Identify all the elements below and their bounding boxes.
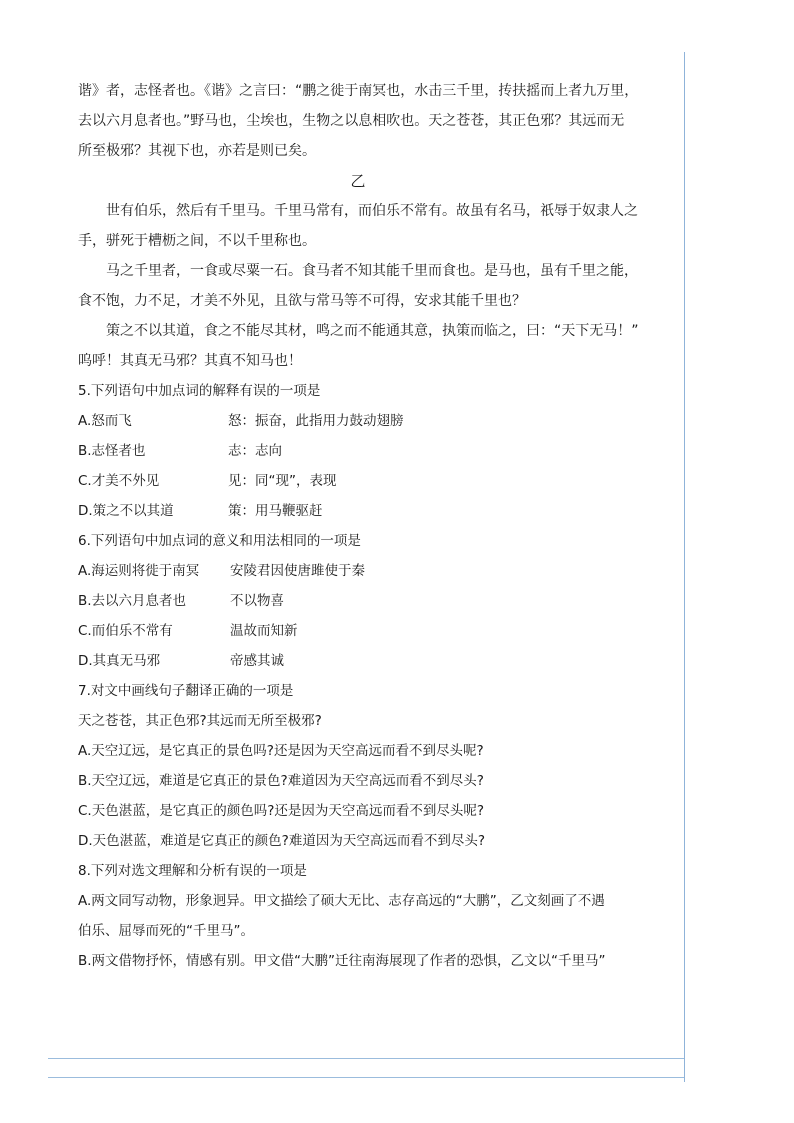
question-stem: 7.对文中画线句子翻译正确的一项是 (78, 683, 294, 699)
option-explanation: 怒：振奋，此指用力鼓动翅膀 (228, 413, 404, 429)
option-comparison: 温故而知新 (230, 623, 298, 639)
option-comparison: 安陵君因使唐雎使于秦 (230, 563, 365, 579)
passage-jia (78, 76, 638, 166)
option-explanation: 策：用马鞭驱赶 (228, 503, 323, 519)
option-row (78, 496, 638, 526)
option-text: A.怒而飞 (78, 413, 132, 429)
option-line: 伯乐、屈辱而死的“千里马”。 (78, 923, 254, 939)
option-row (78, 406, 638, 436)
question-stem: 8.下列对选文理解和分析有误的一项是 (78, 863, 307, 879)
option-text: D.其真无马邪 (78, 653, 161, 669)
option-comparison: 不以物喜 (230, 593, 284, 609)
passage-line: 去以六月息者也。”野马也，尘埃也，生物之以息相吹也。天之苍苍，其正色邪？其远而无 (78, 113, 625, 129)
option-row (78, 646, 638, 676)
paragraph-line: 食不饱，力不足，才美不外见，且欲与常马等不可得，安求其能千里也？ (78, 293, 526, 309)
option-line: A.天空辽远，是它真正的景色吗?还是因为天空高远而看不到尽头呢? (78, 743, 484, 759)
option-line: D.天色湛蓝，难道是它真正的颜色?难道因为天空高远而看不到尽头? (78, 833, 486, 849)
passage-line: 谐》者，志怪者也。《谐》之言曰：“鹏之徙于南冥也，水击三千里，抟扶摇而上者九万里， (78, 83, 639, 99)
option-text: C.才美不外见 (78, 473, 160, 489)
passage-yi (78, 166, 638, 376)
option-comparison: 帝感其诚 (230, 653, 284, 669)
document-body (78, 76, 638, 976)
option-line: A.两文同写动物，形象迥异。甲文描绘了硕大无比、志存高远的“大鹏”，乙文刻画了不遇 (78, 893, 605, 909)
paragraph-line: 手，骈死于槽枥之间，不以千里称也。 (78, 233, 316, 249)
option-explanation: 志：志向 (228, 443, 282, 459)
page-bottom-border (48, 1058, 684, 1059)
option-line: C.天色湛蓝，是它真正的颜色吗?还是因为天空高远而看不到尽头呢? (78, 803, 485, 819)
option-row (78, 556, 638, 586)
paragraph-line: 世有伯乐，然后有千里马。千里马常有，而伯乐不常有。故虽有名马，祇辱于奴隶人之 (106, 203, 638, 219)
option-text: B.志怪者也 (78, 443, 146, 459)
option-row (78, 616, 638, 646)
option-row (78, 436, 638, 466)
page-bottom-border-2 (48, 1077, 684, 1078)
paragraph-line: 马之千里者，一食或尽粟一石。食马者不知其能千里而食也。是马也，虽有千里之能， (106, 263, 638, 279)
page-right-border (684, 52, 685, 1082)
question-stem: 6.下列语句中加点词的意义和用法相同的一项是 (78, 533, 361, 549)
option-row (78, 586, 638, 616)
option-text: B.去以六月息者也 (78, 593, 187, 609)
paragraph-line: 策之不以其道，食之不能尽其材，鸣之而不能通其意，执策而临之，曰：“天下无马！” (106, 323, 639, 339)
passage-heading: 乙 (350, 172, 366, 190)
question-5 (78, 376, 638, 526)
option-line: B.两文借物抒怀，情感有别。甲文借“大鹏”迁往南海展现了作者的恐惧，乙文以“千里马” (78, 953, 606, 969)
paragraph-line: 呜呼！其真无马邪？其真不知马也！ (78, 353, 302, 369)
option-row (78, 466, 638, 496)
question-7 (78, 676, 638, 856)
passage-line: 所至极邪？其视下也，亦若是则已矣。 (78, 143, 316, 159)
option-explanation: 见：同“现”，表现 (228, 473, 337, 489)
option-text: D.策之不以其道 (78, 503, 174, 519)
question-stem: 5.下列语句中加点词的解释有误的一项是 (78, 383, 321, 399)
quoted-sentence: 天之苍苍，其正色邪?其远而无所至极邪? (78, 713, 322, 729)
question-6 (78, 526, 638, 676)
option-text: C.而伯乐不常有 (78, 623, 173, 639)
option-line: B.天空辽远，难道是它真正的景色?难道因为天空高远而看不到尽头? (78, 773, 484, 789)
question-8 (78, 856, 638, 976)
option-text: A.海运则将徙于南冥 (78, 563, 200, 579)
